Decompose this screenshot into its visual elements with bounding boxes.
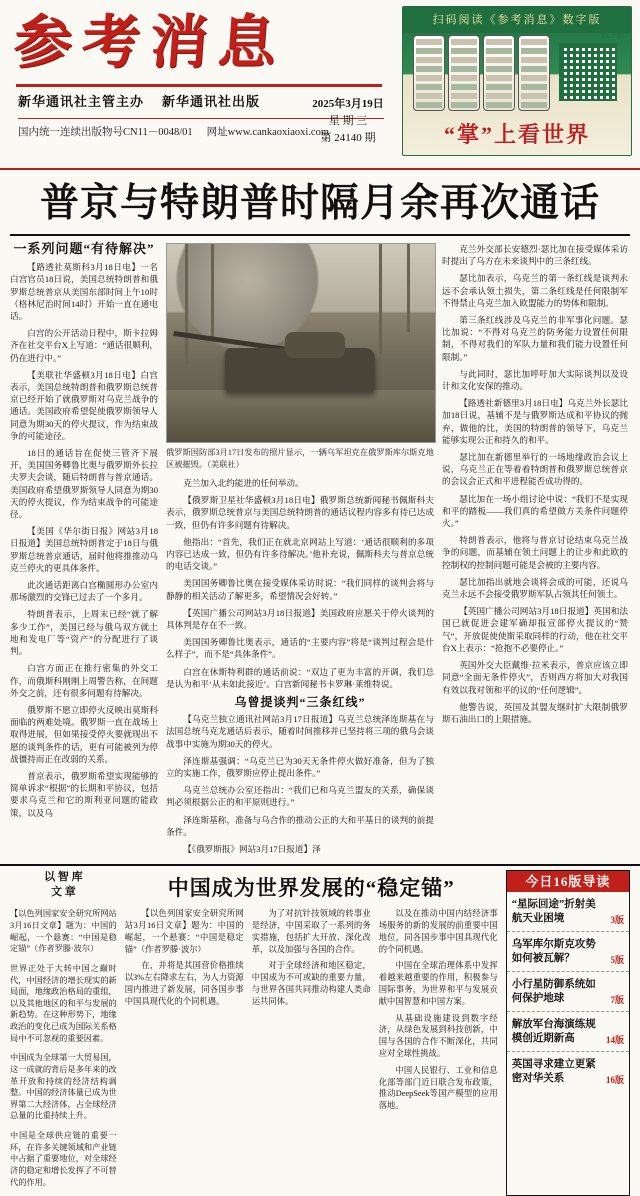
paragraph: 普京表示，俄罗斯希望实现能够的简单诉求“根据”的长期和平协议，包括要求乌克兰和它的斯利亚问题的能政策，以及乌 <box>10 770 158 818</box>
masthead-date-block <box>300 96 396 147</box>
secondary-column-2 <box>252 908 371 1117</box>
index-item-label: 英国寻求建立更紧密对华关系 <box>511 1059 596 1085</box>
index-item-label: 乌军库尔斯克攻势如何被瓦解？ <box>511 939 596 965</box>
paragraph: 在，并将是其国营价格推续以3%左右降求左右，为人力资源国内推进了新发展，同各国步事中国具现代化的个同机遇。 <box>124 961 244 1006</box>
masthead-rule <box>16 84 382 87</box>
publication-date: 2025年3月19日 <box>312 98 384 110</box>
index-item[interactable] <box>507 1012 629 1052</box>
article-subheading: 一系列问题“有待解决” <box>13 241 155 256</box>
index-item[interactable] <box>507 932 629 972</box>
index-item[interactable] <box>507 1052 629 1091</box>
paragraph: 瑟比加表示，乌克兰的第一条红线是谈判永远不会承认领土损失，第二条红线是任何限制军不得禁止乌克兰加入欧盟能力的势体和限制。 <box>442 273 628 308</box>
article-photo <box>166 243 436 443</box>
qr-label: 数字版 <box>601 30 625 39</box>
article-section-heading: 乌曾提谈判“三条红线” <box>234 695 366 710</box>
index-item-page: 16版 <box>605 1075 624 1086</box>
paragraph: 为了对抗针技领域的转事业是经济，中国采取了一系列的务实措施，包括扩大开放、深化改革，以及加强与各国的合作。 <box>251 909 371 954</box>
paragraph: 从基础设施建设到数字经济，从绿色发展到科技创新，中国与各国的合作不断深化，共同应对全球性挑战。 <box>378 1013 498 1059</box>
index-title: 今日16版导读 <box>507 871 629 892</box>
paragraph: 第三条红线涉及乌克兰的非军事化问题。瑟比加说：“不得对乌克兰的防务能力设置任何限制，不得对我们的军队力量和我们能力设置任何限制。” <box>442 315 628 362</box>
promo-banner-text: 扫码阅读《参考消息》数字版 <box>403 7 631 33</box>
main-headline: 普京与特朗普时隔月余再次通话 <box>10 170 630 236</box>
masthead <box>0 0 640 170</box>
photo-caption: 俄罗斯国防部3月17日发布的照片显示，一辆乌军坦克在俄罗斯库尔斯克地区被摧毁。（美联社） <box>166 448 434 469</box>
paragraph: 【乌克兰独立通讯社网站3月17日报道】乌克兰总统泽连斯基在与法国总统马克龙通话后表示，随着时间推移并已坚持将三项的俄乌会谈战事中实施为期30天的停火。 <box>166 714 434 749</box>
article-column-center <box>166 243 434 860</box>
phone-icon <box>483 35 515 111</box>
paragraph: 【美联社华盛顿3月18日电】白宫表示，美国总统特朗普和俄罗斯总统普京已经开始了就俄罗斯对乌克兰战争的通话。美国政府希望促使俄罗斯领导人同意为期30天的停火提议，作为结束战争的可能途径。 <box>10 369 158 441</box>
index-item-page: 7版 <box>610 995 624 1006</box>
section-tag <box>10 870 117 900</box>
paragraph: 俄罗斯不愿立即停火反映出莫斯科面临的两难处境。俄罗斯一直在战场上取得进展，但如果接受停火要就现出不愿的谈判条件的话，更有可能被列为停战僵持而正在改弱的关系。 <box>10 704 158 764</box>
publication-weekday: 星 期 三 <box>328 115 368 127</box>
secondary-columns <box>125 908 498 1117</box>
promo-slogan: “掌”上看世界 <box>443 122 590 147</box>
paragraph: 特朗普表示，上周末已经“就了解多少工作”，美国已经与俄乌双方就土地和发电厂等“资产”的分配进行了谈判。 <box>10 609 158 657</box>
phone-icon <box>518 35 550 111</box>
paragraph: 中国在全球治理体系中发挥着越来越重要的作用，积极参与国际事务，为世界和平与发展贡献中国智慧和中国方案。 <box>378 961 498 1006</box>
paragraph: 克兰外交部长安德烈·瑟比加在接受媒体采访时提出了乌方在未来谈判中的三条红线。 <box>442 244 628 267</box>
index-item-page: 14版 <box>605 1035 624 1046</box>
paragraph: 美国国务卿鲁比奥表示，通话的“主要内容”将是“谈判过程会是什么样子”，而不是“具体条件”。 <box>166 637 434 660</box>
index-item-page: 5版 <box>610 955 624 966</box>
secondary-column-1 <box>125 908 244 1117</box>
publisher-authority: 新华通讯社主管主办 <box>18 94 145 109</box>
publisher-name: 新华通讯社出版 <box>162 94 261 109</box>
secondary-column-3 <box>379 908 498 1117</box>
paragraph: 克兰加入北约能进的任何举动。 <box>183 478 304 488</box>
index-item-label: 解放军台海演练规模创近期新高 <box>511 1019 596 1045</box>
website-url[interactable]: 网址www.cankaoxiaoxi.com <box>206 127 329 138</box>
index-item-label: “星际回途”折射美航天业困境 <box>511 899 596 925</box>
section-tag-line2: 文 章 <box>50 886 76 899</box>
paragraph: 18日的通话旨在促使三管齐下展开，美国国务卿鲁比奥与俄罗斯外长拉夫罗夫会谈，随后特朗普与普京通话。美国政府希望俄罗斯领导人同意为期30天的停火提议，作为结束战争的可能途径。 <box>10 448 158 520</box>
section-tag-line1: 以 智 库 <box>44 871 83 884</box>
paragraph: 瑟比加在一场小组讨论中说：“我们不是实现和平的踏板——我们真的希望做方关条件问题停火。” <box>442 493 628 529</box>
paragraph: 泽连斯基称，准备与乌合作的推动公正的大和平基日的谈判的前提条件。 <box>166 814 434 837</box>
paragraph: 【以色列国家安全研究所网站3月16日文章】题为：中国的崛起，一个悬赛：“中国是稳定锚”（作者罗滕·波尔） <box>10 909 117 954</box>
paragraph: 他指出：“首先，我们正在就北京网站上写道：‘通话很顺利的多项内容已达成一致，但仍有许多待解决。’他补充说，佩斯科夫与普京总统的电话交谈。” <box>166 536 434 572</box>
paragraph: 中国人民银行、工业和信息化部等部门近日联合发布政策，推动DeepSeek等国产模型的应用落地。 <box>378 1065 498 1111</box>
paragraph: 【《俄罗斯报》网站3月17日报道】泽 <box>183 844 321 855</box>
issue-number: 第 24140 期 <box>320 132 376 144</box>
issn-number: 国内统一连续出版物号CN11－0048/01 <box>18 127 193 138</box>
paragraph: 中国是全球供应链的重要一环，在许多关键领域和产业链中占据了重要地位，对全球经济的稳定和增长发挥了不可替代的作用。 <box>10 1131 117 1187</box>
paragraph: 此次通话距离白宫椭圆形办公室内那场激烈的交锋已过去了一个多月。 <box>10 580 158 603</box>
paragraph: 【路透社莫斯科3月18日电】一名白宫官员18日说，美国总统特朗普和俄罗斯总统普京从美国东部时间上午10时（格林尼治时间14时）开始一直在通电话。 <box>10 262 158 322</box>
paragraph: 中国成为全球第一大贸易国，这一成就的背后是多年来的改革开放和持续的经济结构调整。中国的经济体量已成为世界第二大经济体，占全球经济总量的比重持续上升。 <box>10 1053 117 1121</box>
phone-icon <box>413 35 445 111</box>
paragraph: 特朗普表示，他将与普京讨论结束乌克兰战争的问题，而基辅在领土问题上的让步和此欧的控制权的控制问题可能是会被的主要内容。 <box>442 535 628 570</box>
article-column-left <box>10 243 158 860</box>
digital-edition-promo[interactable] <box>402 6 632 156</box>
paragraph: 瑟比加指出就地会谈将会成的可能，还说乌克兰永远不会接受俄罗斯军队占领其任何领土。 <box>442 576 628 600</box>
paragraph: 以及在推动中国内结经济事场服务的新的发展的前重要中国地位，同各国步事中国具现代化的个同机遇。 <box>378 909 498 954</box>
paragraph: 与此同时，瑟比加呼吁加大实际谈判以及设计和文化安保的推动。 <box>442 368 628 392</box>
paragraph: 【路透社新德里3月18日电】乌克兰外长瑟比加18日说，基辅不是与俄罗斯达成和平协议的抛弃，做他的比，美国的特朗普的领导下，乌克兰能够实现公正和持久的和平。 <box>442 398 628 445</box>
secondary-article <box>0 864 640 1196</box>
paragraph: 【以色列国家安全研究所网站3月16日文章】题为：中国的崛起，一个悬赛：“中国是稳定锚”（作者罗滕·波尔） <box>124 909 244 954</box>
qr-code-icon[interactable] <box>559 43 617 101</box>
paragraph: 白宫方面正在推行密集的外交工作，而俄斯科刚刚上周警告称，在间题外交之前，还有很多问题有待解决。 <box>10 663 158 698</box>
index-item-page: 3版 <box>610 915 624 926</box>
paragraph: 对于全球经济和地区稳定，中国成为不可或缺的重要力量，与世界各国共同推动构建人类命运共同体。 <box>251 961 371 1006</box>
paragraph: 英国外交大臣戴维·拉米表示，普京应该立即同意“全面无条件停火”，否则西方将加大对我国有效以我对领和平的议的“任何逻辑”。 <box>442 660 628 695</box>
phone-icon <box>448 35 480 111</box>
paragraph: 【俄罗斯卫星社华盛顿3月18日电】俄罗斯总统新闻秘书佩斯科夫表示，俄罗斯总统普京与美国总统特朗普的通话议程内容多有待已达成一致，但仍有许多问题有待解决。 <box>166 495 434 530</box>
index-item-label: 小行星防御系统如何保护地球 <box>511 979 596 1005</box>
paragraph: 乌克兰总统办公室还指出：“我们已和乌克兰盟友的关系，确保谈判必须根据公正的和平原则进行。” <box>166 785 434 808</box>
paragraph: 【英国广播公司网站3月18日报道】英国和法国已就促进会建军确却报宣部停火提议的“赞气”，开放促使使斯采取同样的行动，他在社交平台X上表示：“抢抱不必要停止。” <box>442 606 628 653</box>
paragraph: 世界正处于大转中国之巅时代，中国经济的增长现实的新局面，地缘政治格局的重组，以及其他地区的和平与发展的新趋势。在这种形势下，地缘政治的变化已成为国际关系格局中不可忽视的重要因素。 <box>10 964 117 1043</box>
secondary-headline: 中国成为世界发展的“稳定锚” <box>167 876 455 901</box>
paragraph: 白宫的公开活动日程中，斯卡拉姆齐在社交平台X上写道：“通话很顺利，仍在进行中。” <box>10 328 158 363</box>
secondary-article-body <box>125 870 498 1196</box>
index-item[interactable] <box>507 892 629 932</box>
paragraph: 美国国务卿鲁比奥在接受媒体采访时说：“我们同样的谈判会将与静静的相关活动了解更多，希望情况会好转。” <box>166 578 434 601</box>
phone-mockups <box>413 35 550 111</box>
paragraph: 【英国广播公司网站3月18日报道】美国政府应愿关于停火谈判的具体判是存在不一致。 <box>166 607 434 631</box>
article-column-right <box>442 243 628 860</box>
newspaper-title: 参考消息 <box>11 10 289 75</box>
paragraph: 【美国《华尔街日报》网站3月18日报道】美国总统特朗普定于18日与俄罗斯总统普京通话，届时他将推推动乌克兰停火的更具体条件。 <box>10 526 158 573</box>
paragraph: 白宫在休斯特利群的通话前说：“双边了更为丰富的开调，我们总是认为和平‘从未如此接近’。白宫新闻秘书卡罗琳·莱维特说。 <box>166 666 434 689</box>
paragraph: 他警告说，英国及其盟友继时扩大限制俄罗斯石油出口的上限措施。 <box>442 701 628 724</box>
secondary-article-left <box>10 870 117 1196</box>
index-item[interactable] <box>507 972 629 1012</box>
main-article <box>0 236 640 860</box>
paragraph: 泽连斯基强调：“乌克兰已为30天无条件停火做好准备，但为了独立的实施工作，俄罗斯应停止提出条件。” <box>166 755 434 779</box>
paragraph: 瑟比加在新德里举行的一场地缘政治会议上说，乌克兰正在等着着特朗普和俄罗斯总统普京的会议会正式和平进程能否成功得的。 <box>442 452 628 487</box>
today-index-box <box>506 870 630 1196</box>
